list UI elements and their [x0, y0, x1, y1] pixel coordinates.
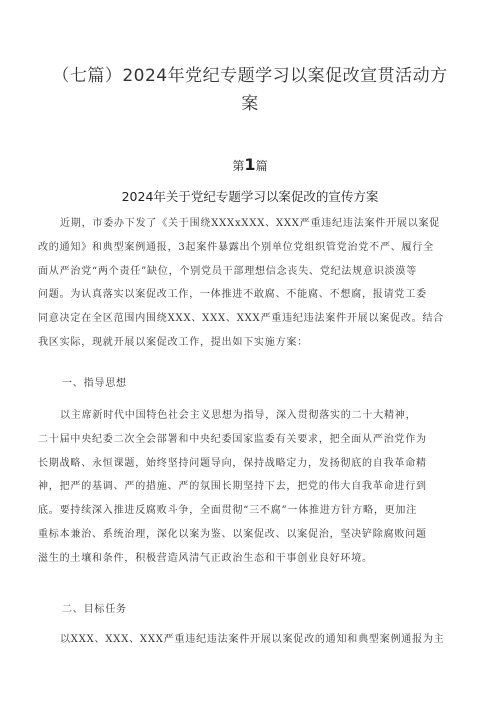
document-title-line-1: （七篇）2024年党纪专题学习以案促改宣贯活动方: [52, 66, 448, 86]
section-1-line: 长期战略、永恒课题，始终坚持问题导向，保持战略定力，发扬彻底的自我革命精: [38, 457, 427, 469]
section-1-line: 滋生的土壤和条件，积极营造风清气正政治生态和干事创业良好环境。: [38, 552, 373, 564]
section-1-line: 神，把严的基调、严的措施、严的氛围长期坚持下去，把党的伟大自我革命进行到: [38, 481, 427, 493]
section-1-line: 以主席新时代中国特色社会主义思想为指导，深入贯彻落实的二十大精神，: [60, 410, 417, 421]
section-1-heading: 一、指导思想: [62, 378, 127, 389]
intro-line: 问题。为认真落实以案促改工作，一体推进不敢腐、不能腐、不想腐，报请党工委: [38, 289, 427, 301]
section-1-line: 二十届中央纪委二次全会部署和中央纪委国家监委有关要求，把全面从严治党作为: [38, 433, 427, 445]
section-2-paragraph: [38, 628, 466, 652]
section-2-heading: 二、目标任务: [62, 604, 127, 615]
intro-paragraph: [38, 212, 466, 355]
intro-line: 改的通知》和典型案例通报，3起案件暴露出个别单位党组织管党治党不严、履行全: [38, 241, 434, 253]
chapter-suffix: 篇: [255, 159, 268, 173]
intro-line: 同意决定在全区范围内围绕XXX、XXX、XXX严重违纪违法案件开展以案促改。结合: [38, 313, 445, 325]
document-title-line-2: 案: [241, 94, 259, 114]
section-1-paragraph: [38, 404, 466, 571]
intro-line: 面从严治党“两个责任”缺位，个别党员干部理想信念丧失、党纪法规意识淡漠等: [38, 265, 418, 277]
section-subtitle: 2024年关于党纪专题学习以案促改的宣传方案: [121, 189, 379, 204]
section-1-line: 底。要持续深入推进反腐败斗争，全面贯彻“三不腐”一体推进方针方略，更加注: [38, 505, 418, 517]
section-1-line: 重标本兼治、系统治理，深化以案为鉴、以案促改、以案促治，坚决铲除腐败问题: [38, 528, 427, 540]
chapter-prefix: 第: [232, 159, 245, 173]
section-2-line: 以XXX、XXX、XXX严重违纪违法案件开展以案促改的通知和典型案例通报为主: [60, 634, 445, 645]
chapter-label: [150, 155, 350, 174]
intro-line: 我区实际，现就开展以案促改工作，提出如下实施方案：: [38, 336, 308, 348]
chapter-number: 1: [244, 155, 256, 174]
intro-line: 近期，市委办下发了《关于围绕XXXxXXX、XXX严重违纪违法案件开展以案促: [60, 218, 441, 229]
document-title: [40, 62, 460, 118]
